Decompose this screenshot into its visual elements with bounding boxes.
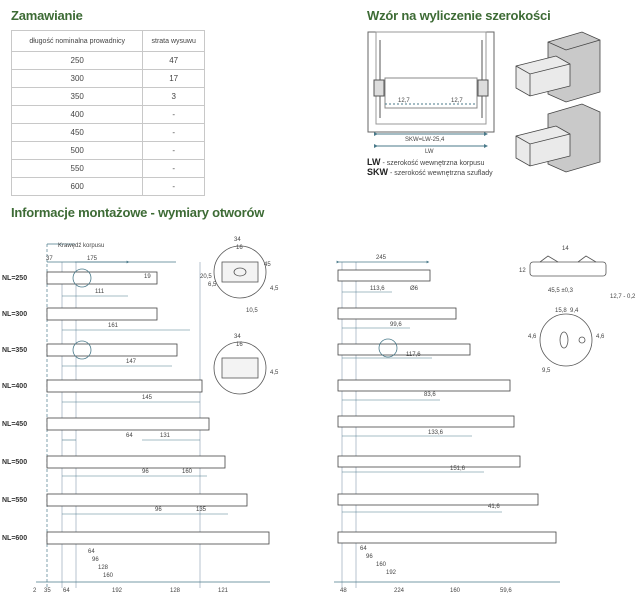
table-cell: 47 (143, 52, 205, 70)
detail-b-dim: 16 (236, 342, 243, 348)
formula-title: Wzór na wyliczenie szerokości (367, 8, 551, 23)
left-bottom-dim: 35 (44, 588, 51, 594)
round-dim: 4,6 (596, 334, 605, 340)
round-dim: 9,4 (570, 308, 579, 314)
table-cell: 450 (12, 124, 143, 142)
right-dimension-lines (342, 292, 502, 512)
left-bottom-dim: 128 (170, 588, 181, 594)
right-rail-group (338, 270, 556, 543)
left-bottom-dim: 64 (63, 588, 70, 594)
detail-a-dim: 45 (264, 262, 271, 268)
left-dim: 96 (155, 507, 162, 513)
right-stack-dim: 192 (386, 570, 397, 576)
nl-label: NL=350 (2, 347, 28, 354)
left-stack-dim: 160 (103, 573, 114, 579)
left-stack-dim: 96 (92, 557, 99, 563)
right-dim: 117,6 (406, 352, 421, 358)
rail-group (47, 272, 269, 544)
right-bottom-dim: 224 (394, 588, 405, 594)
right-hole-dim: Ø6 (410, 286, 419, 292)
table-cell: 400 (12, 106, 143, 124)
table-cell: - (143, 124, 205, 142)
detail-a-dim: 4,5 (270, 286, 279, 292)
right-dim: 133,6 (428, 430, 444, 436)
left-dim: 135 (196, 507, 207, 513)
right-dim: 113,6 (370, 286, 385, 292)
cabinet-3d-illustration (516, 32, 600, 172)
round-detail-drawing (540, 314, 592, 366)
formula-dim-right: 12,7 (451, 98, 463, 104)
table-cell: 3 (143, 88, 205, 106)
profile-dim: 12,7 - 0,2 (610, 294, 636, 300)
right-stack-dim: 64 (360, 546, 367, 552)
formula-dim-left: 12,7 (398, 98, 410, 104)
right-dim: 41,6 (488, 504, 500, 510)
left-stack-dim: 64 (88, 549, 95, 555)
nl-label: NL=300 (2, 311, 28, 318)
detail-b-dim: 34 (234, 334, 241, 340)
detail-a-drawing (214, 246, 266, 298)
profile-dim: 14 (562, 246, 569, 252)
table-cell: 550 (12, 160, 143, 178)
left-dim: 161 (108, 323, 119, 329)
right-dim: 151,6 (450, 466, 466, 472)
right-dim: 83,6 (424, 392, 436, 398)
table-cell: 250 (12, 52, 143, 70)
left-bottom-dim: 2 (33, 588, 37, 594)
nl-label: NL=250 (2, 275, 28, 282)
round-dim: 15,8 (555, 308, 567, 314)
left-top-dim: 175 (87, 256, 98, 262)
table-cell: - (143, 178, 205, 196)
profile-dim: 45,5 ±0,3 (548, 288, 573, 294)
left-stack-dim: 128 (98, 565, 109, 571)
left-dim: 111 (95, 289, 105, 295)
detail-a-dim: 10,5 (246, 308, 258, 314)
table-cell: - (143, 160, 205, 178)
round-dim: 4,6 (528, 334, 537, 340)
mounting-title: Informacje montażowe - wymiary otworów (11, 205, 265, 220)
left-dim: 64 (126, 433, 133, 439)
legend-item-lw: LW - szerokość wewnętrzna korpusu (367, 157, 485, 167)
column-header: długość nominalna prowadnicy (12, 31, 143, 52)
legend-item-skw: SKW - szerokość wewnętrzna szuflady (367, 167, 493, 177)
nl-label: NL=400 (2, 383, 28, 390)
detail-a-dim: 34 (234, 237, 241, 243)
detail-b-dim: 4,5 (270, 370, 279, 376)
profile-dim: 12 (519, 268, 526, 274)
table-cell: 350 (12, 88, 143, 106)
left-dim: 147 (126, 359, 137, 365)
nl-label: NL=500 (2, 459, 28, 466)
cabinet-section-drawing (368, 32, 494, 146)
left-dimension-lines (62, 296, 228, 514)
formula-lw: LW (425, 149, 434, 155)
right-top-dim: 245 (376, 255, 387, 261)
left-bottom-dim: 192 (112, 588, 123, 594)
right-bottom-dim: 160 (450, 588, 461, 594)
left-dim: 145 (142, 395, 153, 401)
nl-label: NL=600 (2, 535, 28, 542)
column-header: strata wysuwu (143, 31, 205, 52)
right-bottom-dim: 48 (340, 588, 347, 594)
right-stack-dim: 160 (376, 562, 387, 568)
nl-label: NL=450 (2, 421, 28, 428)
left-dim: 131 (160, 433, 171, 439)
right-bottom-dim: 59,6 (500, 588, 512, 594)
profile-drawing (530, 256, 606, 276)
edge-label: Krawędź korpusu (58, 243, 105, 249)
table-cell: 17 (143, 70, 205, 88)
nl-label: NL=550 (2, 497, 28, 504)
right-dim: 99,6 (390, 322, 402, 328)
table-cell: - (143, 106, 205, 124)
detail-a-dim: 19 (144, 274, 151, 280)
table-cell: 500 (12, 142, 143, 160)
right-stack-dim: 96 (366, 554, 373, 560)
left-bottom-dim: 121 (218, 588, 229, 594)
left-dim: 160 (182, 469, 193, 475)
left-dim: 96 (142, 469, 149, 475)
round-dim: 9,5 (542, 368, 551, 374)
ordering-title: Zamawianie (11, 8, 83, 23)
left-top-dim: 37 (46, 256, 53, 262)
table-cell: - (143, 142, 205, 160)
detail-a-dim: 16 (236, 245, 243, 251)
table-cell: 300 (12, 70, 143, 88)
detail-a-dim: 20,5 (200, 274, 212, 280)
detail-a-dim: 6,5 (208, 282, 217, 288)
table-cell: 600 (12, 178, 143, 196)
detail-b-drawing (214, 342, 266, 394)
formula-skw: SKW=LW-25,4 (405, 137, 445, 143)
